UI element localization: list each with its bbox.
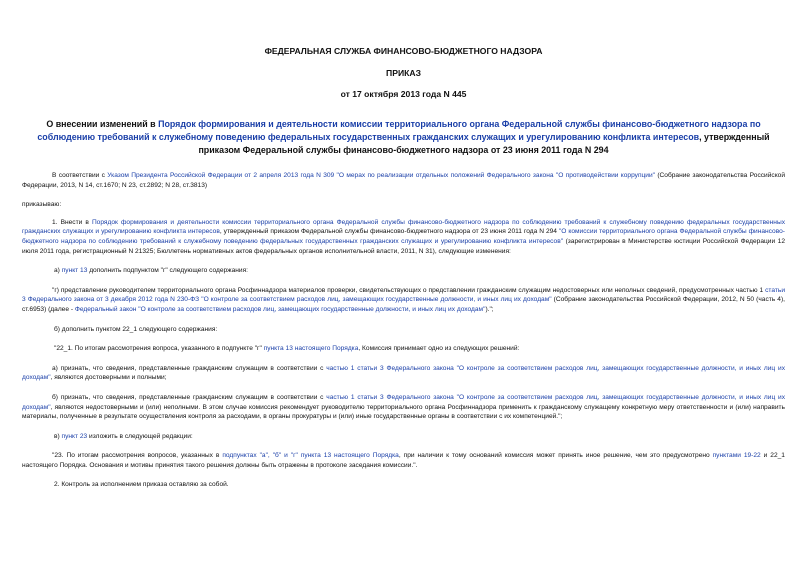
paragraph-decision-a bbox=[22, 364, 785, 383]
text: 1. Внести в bbox=[52, 218, 92, 226]
paragraph-b: б) дополнить пунктом 22_1 следующего содержания: bbox=[54, 325, 218, 333]
law-part-link[interactable]: частью 1 статьи 3 Федерального закона "О контроле за соответствием расходов лиц, замещающих государственные должности, и иных лиц их доходам" bbox=[22, 364, 785, 382]
paragraph-a bbox=[22, 266, 785, 276]
document-subject bbox=[22, 118, 785, 157]
decree-link[interactable]: Указом Президента Российской Федерации от 2 апреля 2013 года N 309 "О мерах по реализации отдельных положений Федерального закона "О противодействии коррупции" bbox=[107, 172, 656, 179]
document-body bbox=[22, 171, 785, 490]
law-part-link[interactable]: частью 1 статьи 3 Федерального закона "О контроле за соответствием расходов лиц, замещающих государственные должности, и иных лиц их доходам" bbox=[22, 393, 785, 411]
text: (зарегистрирован в Министерстве юстиции Российской Федерации 12 июля 2011 года, регистрационный N 21325; Бюллетень нормативных актов федеральных органов исполнительной власти, 2011, N 31), следующие изменения: bbox=[22, 237, 785, 255]
text: , Комиссия принимает одно из следующих решений: bbox=[358, 345, 520, 353]
item-13-procedure-link[interactable]: пункта 13 настоящего Порядка bbox=[263, 345, 359, 353]
document-date: от 17 октября 2013 года N 445 bbox=[340, 89, 467, 99]
item-23-link[interactable]: пункт 23 bbox=[61, 432, 88, 440]
text: "г) представление руководителем территориального органа Росфиннадзора материалов проверки, свидетельствующих о представлении гражданским служащим недостоверных или неполных сведений, предусмотренных частью 1 bbox=[52, 286, 766, 294]
subject-link[interactable]: Порядок формирования и деятельности комиссии территориального органа Федеральной службы финансово-бюджетного надзора по соблюдению требований к служебному поведению федеральных государственных гражданских служащих и урегулированию конфликта интересов bbox=[37, 119, 761, 142]
paragraph-decision-b bbox=[22, 393, 785, 422]
order-title-link[interactable]: "О комиссии территориального органа Федеральной службы финансово-бюджетного надзора по соблюдению требований к служебному поведению федеральных государственных гражданских служащих и урегулированию конфликта интересов" bbox=[22, 228, 786, 245]
document-type: ПРИКАЗ bbox=[386, 68, 421, 78]
text: в) bbox=[54, 432, 62, 440]
item-13-link[interactable]: пункт 13 bbox=[61, 267, 88, 275]
text: б) признать, что сведения, представленные гражданским служащим в соответствии с bbox=[52, 393, 327, 401]
items-19-22-link[interactable]: пунктами 19-22 bbox=[712, 452, 761, 460]
federal-law-link[interactable]: Федеральный закон "О контроле за соответствием расходов лиц, замещающих государственные должности, и иных лиц их доходам" bbox=[74, 305, 486, 313]
procedure-link[interactable]: Порядок формирования и деятельности комиссии территориального органа Федеральной службы финансово-бюджетного надзора по соблюдению требований к служебному поведению федеральных государственных гражданских служащих и урегулированию конфликта интересов bbox=[22, 218, 785, 236]
text: (Собрание законодательства Российской Федерации, 2013, N 14, ст.1670; N 23, ст.2892; N 28, ст.3813) bbox=[22, 172, 786, 189]
text: а) признать, что сведения, представленные гражданским служащим в соответствии с bbox=[52, 364, 327, 372]
law-article-link[interactable]: статьи 3 Федерального закона от 3 декабря 2012 года N 230-ФЗ "О контроле за соответствием расходов лиц, замещающих государственные должности, и иных лиц их доходам" bbox=[22, 286, 785, 304]
paragraph-23 bbox=[22, 451, 785, 470]
text: и 22_1 настоящего Порядка. Основания и мотивы принятия такого решения должны быть отражены в протоколе заседания комиссии.". bbox=[22, 452, 785, 469]
text: "23. По итогам рассмотрения вопросов, указанных в bbox=[52, 452, 223, 460]
paragraph-g bbox=[22, 286, 785, 315]
text: "22_1. По итогам рассмотрения вопроса, указанного в подпункте "г" bbox=[54, 345, 264, 353]
paragraph-22-1 bbox=[22, 344, 785, 354]
text: , являются достоверными и полными; bbox=[50, 374, 167, 382]
document-header bbox=[22, 46, 785, 99]
organization-title: ФЕДЕРАЛЬНАЯ СЛУЖБА ФИНАНСОВО-БЮДЖЕТНОГО НАДЗОРА bbox=[264, 46, 543, 56]
text: а) bbox=[54, 267, 62, 275]
text: В соответствии с bbox=[52, 172, 108, 179]
text: (Собрание законодательства Российской Федерации, 2012, N 50 (часть 4), ст.6953) (далее - bbox=[22, 296, 785, 313]
subitems-link[interactable]: подпунктах "а", "б" и "г" пункта 13 настоящего Порядка bbox=[222, 452, 399, 460]
text: , утвержденный приказом Федеральной службы финансово-бюджетного надзора от 23 июня 2011 года N 294 bbox=[219, 228, 559, 236]
paragraph-preamble bbox=[22, 171, 785, 190]
text: , являются недостоверными и (или) неполными. В этом случае комиссия рекомендует руководителю территориального органа Росфиннадзора применить к гражданскому служащему конкретную меру ответственности и (или) направить материалы, полученные в результате осуществления контроля за расходами, в органы прокуратуры и (или) иные государственные органы в соответствии с их компетенцией."; bbox=[22, 403, 785, 421]
text: , при наличии к тому оснований комиссия может принять иное решение, чем это предусмотрено bbox=[398, 452, 713, 460]
paragraph-item-2: 2. Контроль за исполнением приказа оставляю за собой. bbox=[54, 481, 229, 489]
text: )."; bbox=[485, 305, 494, 313]
paragraph-v bbox=[22, 432, 785, 442]
subject-pre: О внесении изменений в bbox=[46, 119, 159, 129]
subject-post: , утвержденный приказом Федеральной службы финансово-бюджетного надзора от 23 июня 2011 года N 294 bbox=[198, 132, 770, 155]
text: дополнить подпунктом "г" следующего содержания: bbox=[87, 267, 248, 275]
paragraph-item-1 bbox=[22, 218, 785, 256]
paragraph-order: приказываю: bbox=[22, 201, 62, 209]
text: изложить в следующей редакции: bbox=[87, 432, 193, 440]
